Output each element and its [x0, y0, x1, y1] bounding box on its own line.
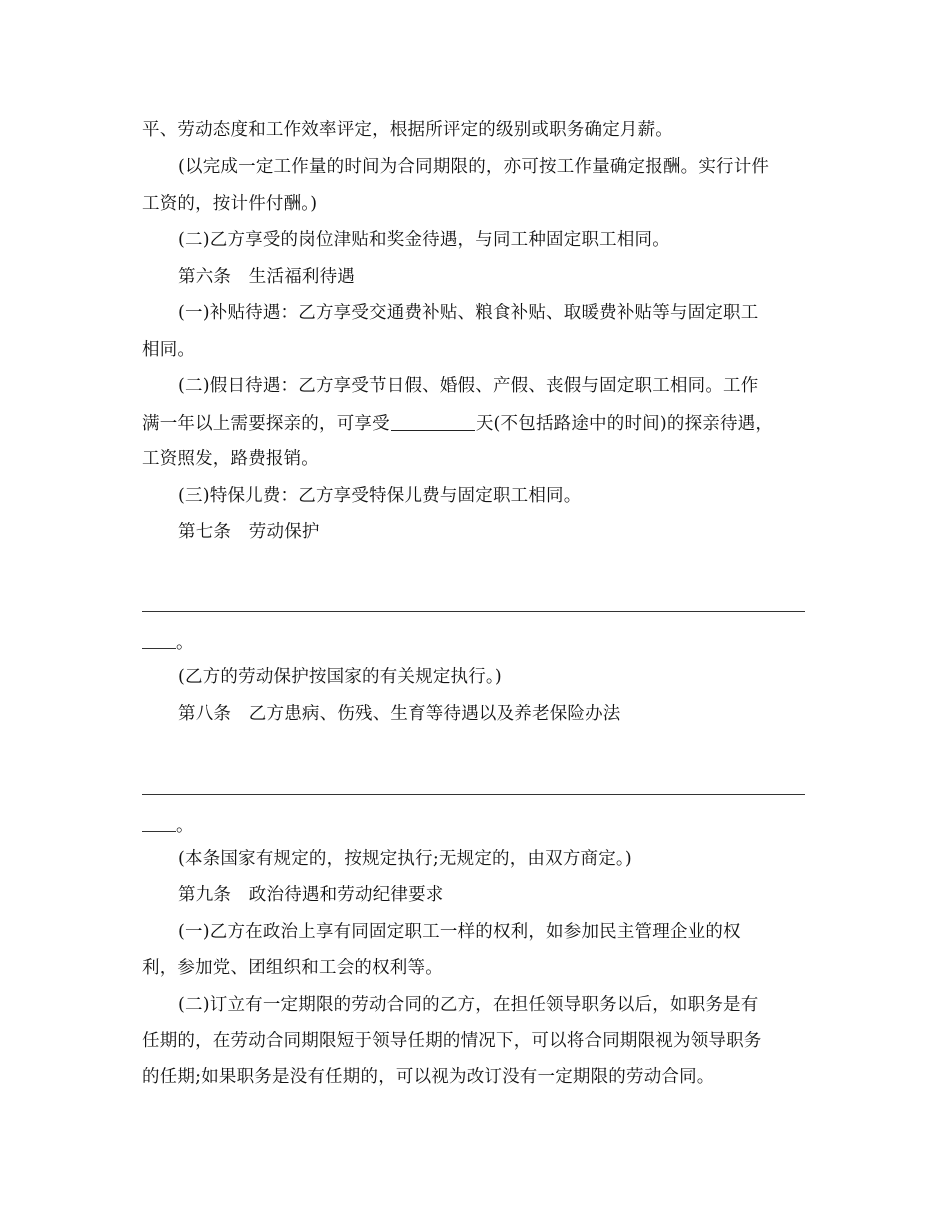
text-line: (乙方的劳动保护按国家的有关规定执行。) [178, 667, 502, 687]
text-line: 的任期;如果职务是没有任期的，可以视为改订没有一定期限的劳动合同。 [142, 1067, 715, 1087]
fill-in-blank [142, 632, 176, 649]
text-line: 任期的，在劳动合同期限短于领导任期的情况下，可以将合同期限视为领导职务 [142, 1031, 762, 1051]
text-fragment: 天(不包括路途中的时间)的探亲待遇， [475, 414, 774, 434]
text-line: (一)补贴待遇：乙方享受交通费补贴、粮食补贴、取暖费补贴等与固定职工 [178, 303, 759, 323]
text-line: (一)乙方在政治上享有同固定职工一样的权利，如参加民主管理企业的权 [178, 922, 741, 942]
text-fragment: 。 [176, 633, 194, 653]
text-fragment: 。 [176, 816, 194, 836]
text-fragment: 满一年以上需要探亲的，可享受 [142, 414, 390, 434]
section-heading: 第八条 乙方患病、伤残、生育等待遇以及养老保险办法 [178, 704, 621, 724]
text-line: (本条国家有规定的，按规定执行;无规定的，由双方商定。) [178, 849, 632, 869]
section-heading: 第七条 劳动保护 [178, 522, 320, 542]
fill-in-blank [142, 815, 176, 832]
text-line: 利，参加党、团组织和工会的权利等。 [142, 958, 443, 978]
text-line: 平、劳动态度和工作效率评定，根据所评定的级别或职务确定月薪。 [142, 120, 673, 140]
text-line: (二)乙方享受的岗位津贴和奖金待遇，与同工种固定职工相同。 [178, 230, 670, 250]
text-line: 工资的，按计件付酬。) [142, 194, 318, 214]
text-line: (二)订立有一定期限的劳动合同的乙方，在担任领导职务以后，如职务是有 [178, 995, 759, 1015]
text-line: (二)假日待遇：乙方享受节日假、婚假、产假、丧假与固定职工相同。工作 [178, 376, 759, 396]
text-line-end [142, 632, 806, 654]
text-line: 工资照发，路费报销。 [142, 449, 319, 469]
text-line-with-blank [142, 412, 806, 435]
section-heading: 第九条 政治待遇和劳动纪律要求 [178, 885, 444, 905]
text-line: (以完成一定工作量的时间为合同期限的，亦可按工作量确定报酬。实行计件 [178, 157, 770, 177]
text-line: (三)特保儿费：乙方享受特保儿费与固定职工相同。 [178, 486, 582, 506]
text-line: 相同。 [142, 340, 196, 360]
section-heading: 第六条 生活福利待遇 [178, 267, 355, 287]
fill-in-line [142, 611, 805, 612]
text-line-end [142, 815, 806, 837]
fill-in-line [142, 794, 805, 795]
fill-in-blank [391, 412, 475, 431]
